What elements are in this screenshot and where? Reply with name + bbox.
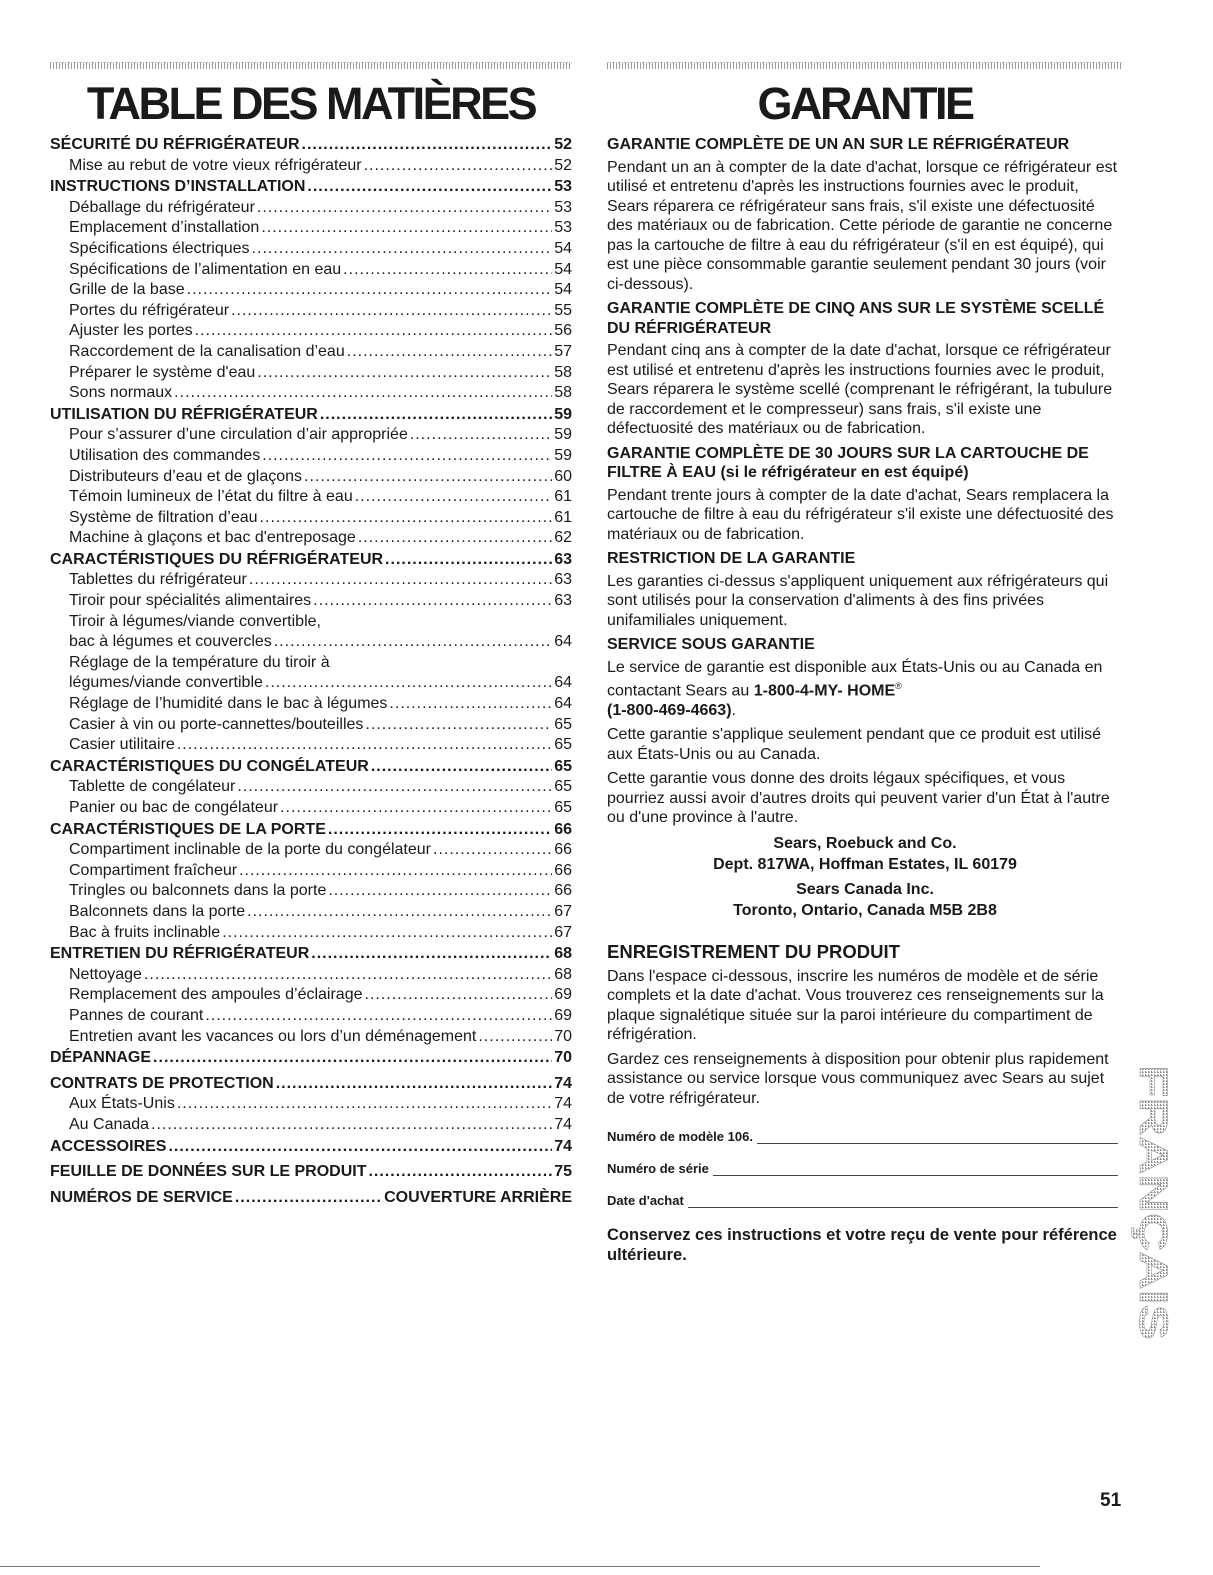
toc-label: Panier ou bac de congélateur [69, 799, 279, 816]
toc-entry [50, 840, 572, 861]
toc-leader [368, 1162, 552, 1183]
model-number-line[interactable] [757, 1129, 1118, 1144]
toc-leader [252, 239, 553, 260]
toc-page: 53 [554, 219, 572, 237]
serial-number-label: Numéro de série [607, 1161, 709, 1177]
toc-section [50, 944, 572, 965]
toc-leader [177, 735, 552, 756]
toc-entry [50, 321, 572, 342]
toc-leader [257, 198, 552, 219]
bottom-rule [0, 1566, 1040, 1567]
toc-section [50, 135, 572, 156]
toc-label: Distributeurs d’eau et de glaçons [69, 467, 303, 485]
toc-label: Ajuster les portes [69, 322, 193, 340]
toc-page: 74 [554, 1137, 572, 1155]
toc-leader [144, 965, 552, 986]
toc-page: 56 [554, 322, 572, 340]
toc-leader [307, 177, 552, 198]
toc-section [50, 1074, 572, 1095]
toc-label: Compartiment inclinable de la porte du congélateur [69, 841, 431, 859]
toc-leader [174, 383, 552, 404]
toc-leader [302, 135, 553, 156]
toc-entry [50, 487, 572, 508]
warranty-service-text-a: Le service de garantie est disponible aux États-Unis ou au Canada en contactant Sears au [607, 658, 1103, 700]
side-language-label [1130, 1065, 1180, 1345]
toc-section [50, 1162, 572, 1183]
toc-label: Système de filtration d’eau [69, 508, 258, 526]
toc-entry [50, 467, 572, 488]
warranty-filter-text: Pendant trente jours à compter de la date d'achat, Sears remplacera la cartouche de filtre à eau du réfrigérateur s'il existe une défectuosité des matériaux ou de fabrication. [607, 486, 1114, 543]
toc-label: Nettoyage [69, 965, 142, 983]
toc-page: 61 [554, 488, 572, 506]
toc-entry-continued: Réglage de la température du tiroir à [69, 653, 330, 671]
toc-section [50, 1188, 572, 1209]
sears-canada-name: Sears Canada Inc. [796, 880, 934, 898]
toc-entry [50, 591, 572, 612]
toc-page: 63 [554, 571, 572, 589]
toc-label: INSTRUCTIONS D’INSTALLATION [50, 178, 306, 196]
toc-leader [328, 820, 552, 841]
toc-leader [235, 1188, 382, 1209]
serial-number-line[interactable] [713, 1161, 1118, 1176]
toc-label: Bac à fruits inclinable [69, 923, 221, 941]
warranty-service-text [607, 658, 1123, 721]
warranty-service-text-2: Cette garantie s'applique seulement pendant que ce produit est utilisé aux États-Unis ou au Canada. [607, 726, 1102, 763]
toc-entry [50, 694, 572, 715]
toc-section [50, 1048, 572, 1069]
toc-entry-continued: Tiroir à légumes/viande convertible, [69, 612, 321, 630]
toc-label: Réglage de l’humidité dans le bac à légumes [69, 695, 388, 713]
toc-leader [247, 902, 552, 923]
toc-leader [151, 1115, 552, 1136]
toc-leader [478, 1027, 552, 1048]
toc-label: Entretien avant les vacances ou lors d’un déménagement [69, 1027, 477, 1045]
toc-page: 64 [554, 633, 572, 651]
toc-label: Préparer le système d'eau [69, 363, 256, 381]
toc-page: 70 [554, 1049, 572, 1067]
toc-title: TABLE DES MATIÈRES [86, 78, 536, 129]
toc-entry [50, 1006, 572, 1027]
sears-us-name: Sears, Roebuck and Co. [773, 834, 957, 852]
toc-label: Utilisation des commandes [69, 446, 261, 464]
toc-leader [257, 363, 552, 384]
toc-label: Casier utilitaire [69, 736, 175, 754]
toc-label: bac à légumes et couvercles [69, 633, 272, 651]
toc-page: 65 [554, 715, 572, 733]
toc-page: 69 [554, 986, 572, 1004]
toc-label: Compartiment fraîcheur [69, 861, 238, 879]
toc-entry [50, 923, 572, 944]
toc-page: 59 [554, 446, 572, 464]
toc-leader [371, 757, 552, 778]
toc-page: 69 [554, 1006, 572, 1024]
toc-label: Machine à glaçons et bac d'entreposage [69, 529, 356, 547]
toc-entry [50, 198, 572, 219]
toc-page: 60 [554, 467, 572, 485]
toc-column [50, 62, 572, 1208]
toc-label: Sons normaux [69, 384, 173, 402]
toc-entry [50, 508, 572, 529]
toc-label: Au Canada [69, 1115, 150, 1133]
toc-entry [50, 985, 572, 1006]
toc-label: Aux États-Unis [69, 1095, 175, 1113]
toc-label: Casier à vin ou porte-cannettes/bouteilles [69, 715, 364, 733]
warranty-restriction-heading: RESTRICTION DE LA GARANTIE [607, 550, 856, 567]
model-number-label: Numéro de modèle 106. [607, 1129, 753, 1145]
toc-label: Grille de la base [69, 281, 185, 299]
toc-entry [50, 218, 572, 239]
toc-leader [343, 260, 552, 281]
toc-label: Remplacement des ampoules d’éclairage [69, 986, 363, 1004]
toc-entry [50, 902, 572, 923]
toc-entry [50, 570, 572, 591]
toc-leader [276, 1074, 553, 1095]
warranty-column [607, 62, 1123, 1268]
toc-entry [50, 383, 572, 404]
toc-page: 59 [554, 405, 572, 423]
toc-leader [177, 1094, 552, 1115]
toc-leader [187, 280, 553, 301]
registration-text-1: Dans l'espace ci-dessous, inscrire les numéros de modèle et de série complets et la date d'achat. Vous trouverez ces renseignements sur la plaque signalétique située sur la paroi intérieure du compartiment de réfrigération. [607, 967, 1104, 1044]
toc-label: Pour s’assurer d’une circulation d’air appropriée [69, 426, 408, 444]
toc-page: 52 [554, 156, 572, 174]
sears-canada-city: Toronto, Ontario, Canada M5B 2B8 [733, 901, 997, 919]
toc-leader [389, 694, 552, 715]
toc-page: 53 [554, 178, 572, 196]
toc-section [50, 550, 572, 571]
toc-page: COUVERTURE ARRIÈRE [384, 1188, 572, 1206]
toc-label: Tablettes du réfrigérateur [69, 571, 247, 589]
toc-label: CARACTÉRISTIQUES DE LA PORTE [50, 820, 326, 838]
toc-leader [433, 840, 552, 861]
purchase-date-field[interactable] [607, 1186, 1123, 1208]
warranty-restriction-text: Les garanties ci-dessus s'appliquent uniquement aux réfrigérateurs qui sont utilisés pour la conservation d'aliments à des fins privées unifamiliales uniquement. [607, 572, 1109, 629]
toc-page: 61 [554, 508, 572, 526]
sears-us-street: Dept. 817WA, Hoffman Estates, IL 60179 [713, 855, 1017, 873]
toc-page: 65 [554, 778, 572, 796]
toc-entry [50, 881, 572, 902]
closing-note: Conservez ces instructions et votre reçu de vente pour référence ultérieure. [607, 1226, 1117, 1264]
toc-label: SÉCURITÉ DU RÉFRIGÉRATEUR [50, 136, 300, 153]
warranty-service-text-b: . [731, 701, 736, 719]
toc-label: UTILISATION DU RÉFRIGÉRATEUR [50, 405, 318, 423]
toc-leader [239, 861, 552, 882]
toc-page: 75 [554, 1163, 572, 1181]
toc-label: CONTRATS DE PROTECTION [50, 1074, 274, 1092]
toc-page: 65 [554, 736, 572, 754]
toc-leader [168, 1137, 552, 1158]
service-phone-number: (1-800-469-4663) [607, 701, 732, 719]
toc-label: FEUILLE DE DONNÉES SUR LE PRODUIT [50, 1163, 367, 1181]
toc-label: CARACTÉRISTIQUES DU RÉFRIGÉRATEUR [50, 550, 384, 568]
service-phone-mnemonic: 1-800-4-MY- HOME [753, 682, 896, 700]
warranty-title: GARANTIE [757, 78, 973, 129]
toc-entry [50, 861, 572, 882]
toc-leader [153, 1048, 552, 1069]
toc-leader [355, 487, 552, 508]
toc-page: 66 [554, 820, 572, 838]
registered-mark: ® [895, 681, 902, 691]
toc-leader [365, 985, 553, 1006]
toc-section [50, 1137, 572, 1158]
toc-page: 68 [554, 945, 572, 963]
toc-entry [50, 425, 572, 446]
toc-leader [365, 715, 552, 736]
toc-page: 57 [554, 342, 572, 360]
toc-leader [205, 1006, 552, 1027]
toc-page: 55 [554, 301, 572, 319]
toc-leader [304, 467, 552, 488]
toc-page: 64 [554, 695, 572, 713]
toc-label: Pannes de courant [69, 1006, 204, 1024]
toc-entry [50, 777, 572, 798]
toc-label: ACCESSOIRES [50, 1137, 167, 1155]
toc-entry [50, 673, 572, 694]
toc-entry [50, 632, 572, 653]
toc-entry [50, 342, 572, 363]
toc-leader [364, 156, 553, 177]
toc-label: Déballage du réfrigérateur [69, 198, 255, 216]
toc-section [50, 405, 572, 426]
toc-label: CARACTÉRISTIQUES DU CONGÉLATEUR [50, 757, 369, 775]
decorative-rule [607, 62, 1123, 69]
toc-label: Mise au rebut de votre vieux réfrigérateur [69, 156, 362, 174]
toc-leader [262, 446, 552, 467]
side-language-text: FRANÇAIS [1131, 1065, 1175, 1272]
registration-text-2: Gardez ces renseignements à disposition pour obtenir plus rapidement assistance ou service lorsque vous communiquez avec Sears au sujet de votre réfrigérateur. [607, 1050, 1109, 1107]
toc-leader [385, 550, 552, 571]
toc-page: 54 [554, 281, 572, 299]
page-number: 51 [1100, 1490, 1122, 1511]
toc-leader [280, 798, 552, 819]
toc-entry [50, 715, 572, 736]
toc-page: 54 [554, 239, 572, 257]
toc-entry [50, 735, 572, 756]
purchase-date-label: Date d'achat [607, 1193, 684, 1209]
model-number-field[interactable] [607, 1122, 1123, 1144]
toc-leader [222, 923, 552, 944]
toc-label: légumes/viande convertible [69, 674, 263, 692]
toc-label: Raccordement de la canalisation d’eau [69, 342, 345, 360]
toc-label: Balconnets dans la porte [69, 902, 246, 920]
toc-leader [347, 342, 552, 363]
toc-entry [50, 301, 572, 322]
toc-label: Tiroir pour spécialités alimentaires [69, 592, 312, 610]
toc-leader [313, 591, 552, 612]
toc-page: 62 [554, 529, 572, 547]
toc-leader [410, 425, 552, 446]
warranty-one-year-text: Pendant un an à compter de la date d'achat, lorsque ce réfrigérateur est utilisé et entretenu d'après les instructions fournies avec le produit, Sears réparera ce réfrigérateur sans frais, s'il existe une défectuosité des matériaux ou de fabrication. Cette période de garantie ne concerne pas la cartouche de filtre à eau du réfrigérateur (s'il en est équipé), qui est une pièce consommable garantie seulement pendant 30 jours (voir ci-dessous). [607, 158, 1118, 293]
toc-leader [358, 528, 552, 549]
serial-number-field[interactable] [607, 1154, 1123, 1176]
toc-leader [265, 673, 552, 694]
toc-entry [50, 446, 572, 467]
toc-label: Portes du réfrigérateur [69, 301, 230, 319]
purchase-date-line[interactable] [688, 1193, 1118, 1208]
toc-page: 66 [554, 861, 572, 879]
toc-page: 65 [554, 757, 572, 775]
toc-entry [50, 280, 572, 301]
toc-entry [50, 528, 572, 549]
toc-entry [50, 239, 572, 260]
toc-page: 70 [554, 1027, 572, 1045]
warranty-five-year-text: Pendant cinq ans à compter de la date d'achat, lorsque ce réfrigérateur est utilisé et entretenu d'après les instructions fournies avec le produit, Sears réparera le système scellé (comprenant le réfrigérant, la tubulure de raccordement et le compresseur) sans frais, s'il existe une défectuosité des matériaux ou de fabrication. [607, 342, 1113, 437]
toc-page: 63 [554, 550, 572, 568]
toc-leader [261, 218, 552, 239]
toc-section [50, 177, 572, 198]
toc-page: 53 [554, 198, 572, 216]
warranty-one-year-heading: GARANTIE COMPLÈTE DE UN AN SUR LE RÉFRIGÉRATEUR [607, 136, 1070, 153]
toc-leader [195, 321, 553, 342]
toc-leader [274, 632, 552, 653]
toc-page: 52 [554, 136, 572, 153]
sears-canada-address [607, 879, 1123, 921]
toc-entry [50, 1094, 572, 1115]
warranty-service-text-3: Cette garantie vous donne des droits légaux spécifiques, et vous pourriez aussi avoir d'autres droits qui peuvent varier d'un État à l'autre ou d'une province à l'autre. [607, 770, 1110, 827]
toc-leader [249, 570, 552, 591]
warranty-five-year-heading: GARANTIE COMPLÈTE DE CINQ ANS SUR LE SYSTÈME SCELLÉ DU RÉFRIGÉRATEUR [607, 300, 1105, 337]
toc-entry [50, 260, 572, 281]
toc-label: Témoin lumineux de l’état du filtre à eau [69, 488, 353, 506]
toc-entry [50, 965, 572, 986]
toc-leader [260, 508, 553, 529]
toc-entry [50, 1027, 572, 1048]
toc-leader [328, 881, 552, 902]
toc-leader [320, 405, 552, 426]
toc-label: DÉPANNAGE [50, 1049, 152, 1067]
toc-page: 63 [554, 592, 572, 610]
warranty-service-heading: SERVICE SOUS GARANTIE [607, 636, 815, 653]
toc-section [50, 820, 572, 841]
toc-page: 74 [554, 1095, 572, 1113]
toc-label: NUMÉROS DE SERVICE [50, 1188, 233, 1206]
decorative-rule [50, 62, 572, 69]
warranty-filter-heading: GARANTIE COMPLÈTE DE 30 JOURS SUR LA CARTOUCHE DE FILTRE À EAU (si le réfrigérateur en est équipé) [607, 444, 1089, 481]
toc-page: 65 [554, 799, 572, 816]
toc-page: 67 [554, 902, 572, 920]
toc-entry [50, 156, 572, 177]
toc-page: 59 [554, 426, 572, 444]
toc-page: 58 [554, 363, 572, 381]
sears-us-address [607, 833, 1123, 875]
toc-section [50, 757, 572, 778]
toc-label: Spécifications électriques [69, 239, 250, 257]
toc-entry [50, 1115, 572, 1136]
toc-label: Tablette de congélateur [69, 778, 236, 796]
toc-leader [311, 944, 552, 965]
toc-list [50, 135, 572, 1208]
toc-page: 74 [554, 1115, 572, 1133]
toc-label: Spécifications de l’alimentation en eau [69, 260, 342, 278]
registration-heading: ENREGISTREMENT DU PRODUIT [607, 940, 900, 962]
toc-page: 54 [554, 260, 572, 278]
toc-leader [231, 301, 552, 322]
toc-page: 67 [554, 923, 572, 941]
toc-label: Emplacement d’installation [69, 219, 260, 237]
toc-page: 66 [554, 882, 572, 900]
toc-page: 64 [554, 674, 572, 692]
toc-entry [50, 798, 572, 819]
toc-page: 68 [554, 965, 572, 983]
toc-label: ENTRETIEN DU RÉFRIGÉRATEUR [50, 945, 310, 963]
toc-page: 74 [554, 1074, 572, 1092]
toc-leader [237, 777, 552, 798]
toc-label: Tringles ou balconnets dans la porte [69, 882, 327, 900]
toc-page: 58 [554, 384, 572, 402]
toc-page: 66 [554, 841, 572, 859]
toc-entry [50, 363, 572, 384]
